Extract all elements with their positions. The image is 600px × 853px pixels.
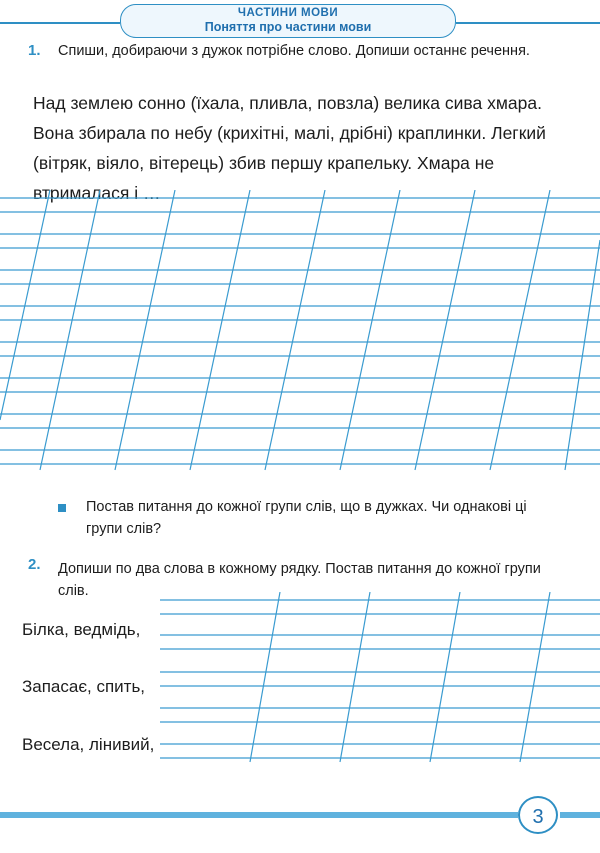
task-1-instruction: Спиши, добираючи з дужок потрібне слово. Допиши останнє речення. bbox=[58, 43, 530, 59]
task-2-row-3: Весела, лінивий, bbox=[22, 735, 155, 754]
task-2-instruction: Допиши по два слова в кожному рядку. Постав питання до кожної групи слів. bbox=[58, 561, 541, 599]
task-2-number: 2. bbox=[28, 556, 41, 573]
subtask-bullet bbox=[58, 504, 66, 512]
footer-band-right bbox=[560, 812, 600, 818]
page-number: 3 bbox=[518, 796, 558, 834]
footer-band-left bbox=[0, 812, 518, 818]
task-2-row-1: Білка, ведмідь, bbox=[22, 620, 141, 639]
task-1-story: Над землею сонно (їхала, пливла, повзла) велика сива хмара. Вона збирала по небу (крихітні, малі, дрібні) краплинки. Легкий (вітряк, віяло, вітерець) збив першу крапельку. Хмара не втрималася і … bbox=[33, 93, 546, 203]
task-1-subtask: Постав питання до кожної групи слів, що в дужках. Чи однакові ці групи слів? bbox=[86, 499, 527, 537]
topic-title: Поняття про частини мови bbox=[204, 20, 372, 34]
writing-grid-2 bbox=[160, 592, 600, 772]
header-rule-right bbox=[456, 22, 600, 24]
task-1-number: 1. bbox=[28, 42, 41, 59]
task-2-row-2: Запасає, спить, bbox=[22, 677, 146, 696]
section-header bbox=[120, 4, 456, 38]
writing-grid-1 bbox=[0, 190, 600, 500]
section-title: ЧАСТИНИ МОВИ bbox=[237, 7, 339, 19]
header-rule-left bbox=[0, 22, 120, 24]
